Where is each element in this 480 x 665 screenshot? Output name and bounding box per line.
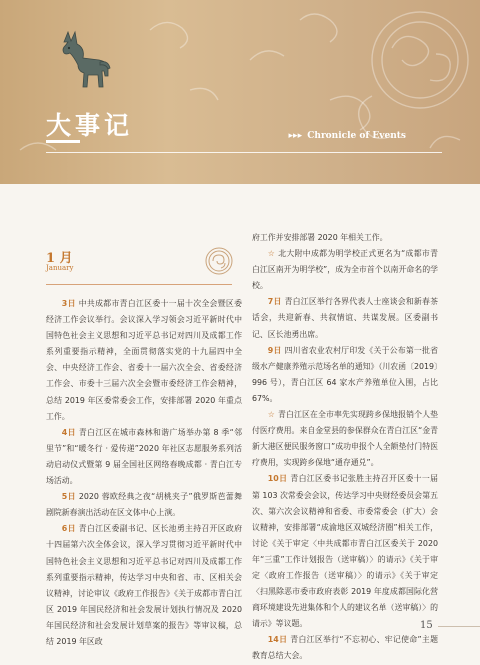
page-title: 大事记 <box>46 111 134 140</box>
event-entry <box>46 521 242 650</box>
event-text: 府工作并安排部署 2020 年相关工作。 <box>252 233 388 242</box>
event-date: 9日 <box>267 345 282 355</box>
right-column <box>252 230 438 665</box>
event-date: 10日 <box>267 474 288 484</box>
event-entry-continued <box>252 230 438 246</box>
event-text: 青白江区委书记张胜主持召开区委十一届第 103 次常委会会议，传达学习中央财经委员会第五次、第六次会议精神和省委、市委常委会（扩大）会议精神，安排部署“成渝地区双城经济圈”相关工作，讨论《关于审定〈中共成都市青白江区委关于 2020 年“三重”工作计划报告（送审稿）〉的请示》《关于审定〈政府工作报告（送审稿）〉的请示》《关于审定〈扫黑除恶市委市政府表彰 2019 年度成都国际化营商环境建设先进集体和个人的建议名单（送审稿）〉的请示》等议题。 <box>252 474 438 629</box>
event-text: 青白江区在城市森林和谐广场举办第 8 季“邻里节”和“暖冬行 · 爱传递”2020 年社区志愿服务系列活动启动仪式暨第 9 届全国社区网络春晚成都 · 青白江专场活动。 <box>46 427 242 486</box>
event-text: 中共成都市青白江区委十一届十次全会暨区委经济工作会议举行。会议深入学习领会习近平新时代中国特色社会主义思想和习近平总书记对四川及成都工作系列重要指示精神，全面贯彻落实党的十九届四中全会、中央经济工作会、省委十一届六次全会、省委经济工作会、市委十三届六次全会暨市委经济工作会精神，总结 2019 年区委常委会工作，安排部署 2020 年重点工作。 <box>46 299 242 421</box>
same-day-marker: ☆ <box>267 249 276 259</box>
event-entry <box>252 343 438 407</box>
bronze-horse-icon <box>52 28 114 98</box>
event-entry <box>252 632 438 664</box>
event-date: 14日 <box>267 635 288 645</box>
title-underline <box>46 140 80 143</box>
event-text: 青白江区在全市率先实现跨乡保地报销个人垫付医疗费用。来自金堂县的参保群众在青白江区“金青新大港区便民服务窗口”成功申报个人全额垫付门特医疗费用，实现跨乡保地“通存通兑”。 <box>252 410 438 468</box>
event-entry <box>46 296 242 425</box>
footer-rule <box>438 626 480 627</box>
event-text: 四川省农业农村厅印发《关于公布第一批省级水产健康养殖示范场名单的通知》（川农函〔2019〕996 号），青白江区 64 家水产养殖单位入围，占比 67%。 <box>252 345 438 403</box>
month-heading: 1 月 <box>46 251 73 266</box>
header-divider <box>46 152 442 153</box>
event-text: 北大附中成都为明学校正式更名为“成都市青白江区南开为明学校”，成为全市首个以南开命名的学校。 <box>252 249 439 291</box>
event-date: 5日 <box>61 492 76 502</box>
page-number: 15 <box>420 620 433 631</box>
event-entry <box>252 471 438 632</box>
event-text: 青白江区委副书记、区长池勇主持召开区政府十四届第六次全体会议，深入学习贯彻习近平新时代中国特色社会主义思想和习近平总书记对四川及成都工作系列重要指示精神，传达学习中央和省、市、区相关会议精神，讨论审议《政府工作报告》《关于成都市青白江区 2019 年国民经济和社会发展计划执行情况及 2020 年国民经济和社会发展计划草案的报告》等审议稿，总结 2019 年区政 <box>46 524 242 646</box>
event-text: 青白江区举行“不忘初心、牢记使命”主题教育总结大会。 <box>252 635 438 661</box>
section-subtitle <box>289 131 406 141</box>
event-entry <box>46 489 242 521</box>
cloud-medallion-icon <box>204 246 234 276</box>
event-entry <box>252 294 438 342</box>
event-text: 青白江区举行各界代表人士座谈会和新春茶话会，共迎新春、共叙情谊、共谋发展。区委副书记、区长池勇出席。 <box>252 297 438 339</box>
event-date: 6日 <box>61 524 76 534</box>
event-text: 2020 蓉欧经典之夜“胡桃夹子”俄罗斯芭蕾舞剧院新春演出活动在区文体中心上演。 <box>46 492 242 518</box>
event-date: 3日 <box>61 299 76 308</box>
header-banner <box>0 0 480 184</box>
event-date: 4日 <box>61 427 76 437</box>
left-column <box>46 296 242 650</box>
event-date: 7日 <box>267 297 282 307</box>
event-entry <box>252 407 438 471</box>
event-entry <box>46 425 242 489</box>
triple-arrow-icon: ▸▸▸ <box>288 131 303 141</box>
event-entry <box>252 246 438 294</box>
subtitle-text: Chronicle of Events <box>307 131 406 141</box>
same-day-marker: ☆ <box>267 410 275 420</box>
month-divider <box>46 284 232 285</box>
month-heading-english: January <box>46 264 74 272</box>
